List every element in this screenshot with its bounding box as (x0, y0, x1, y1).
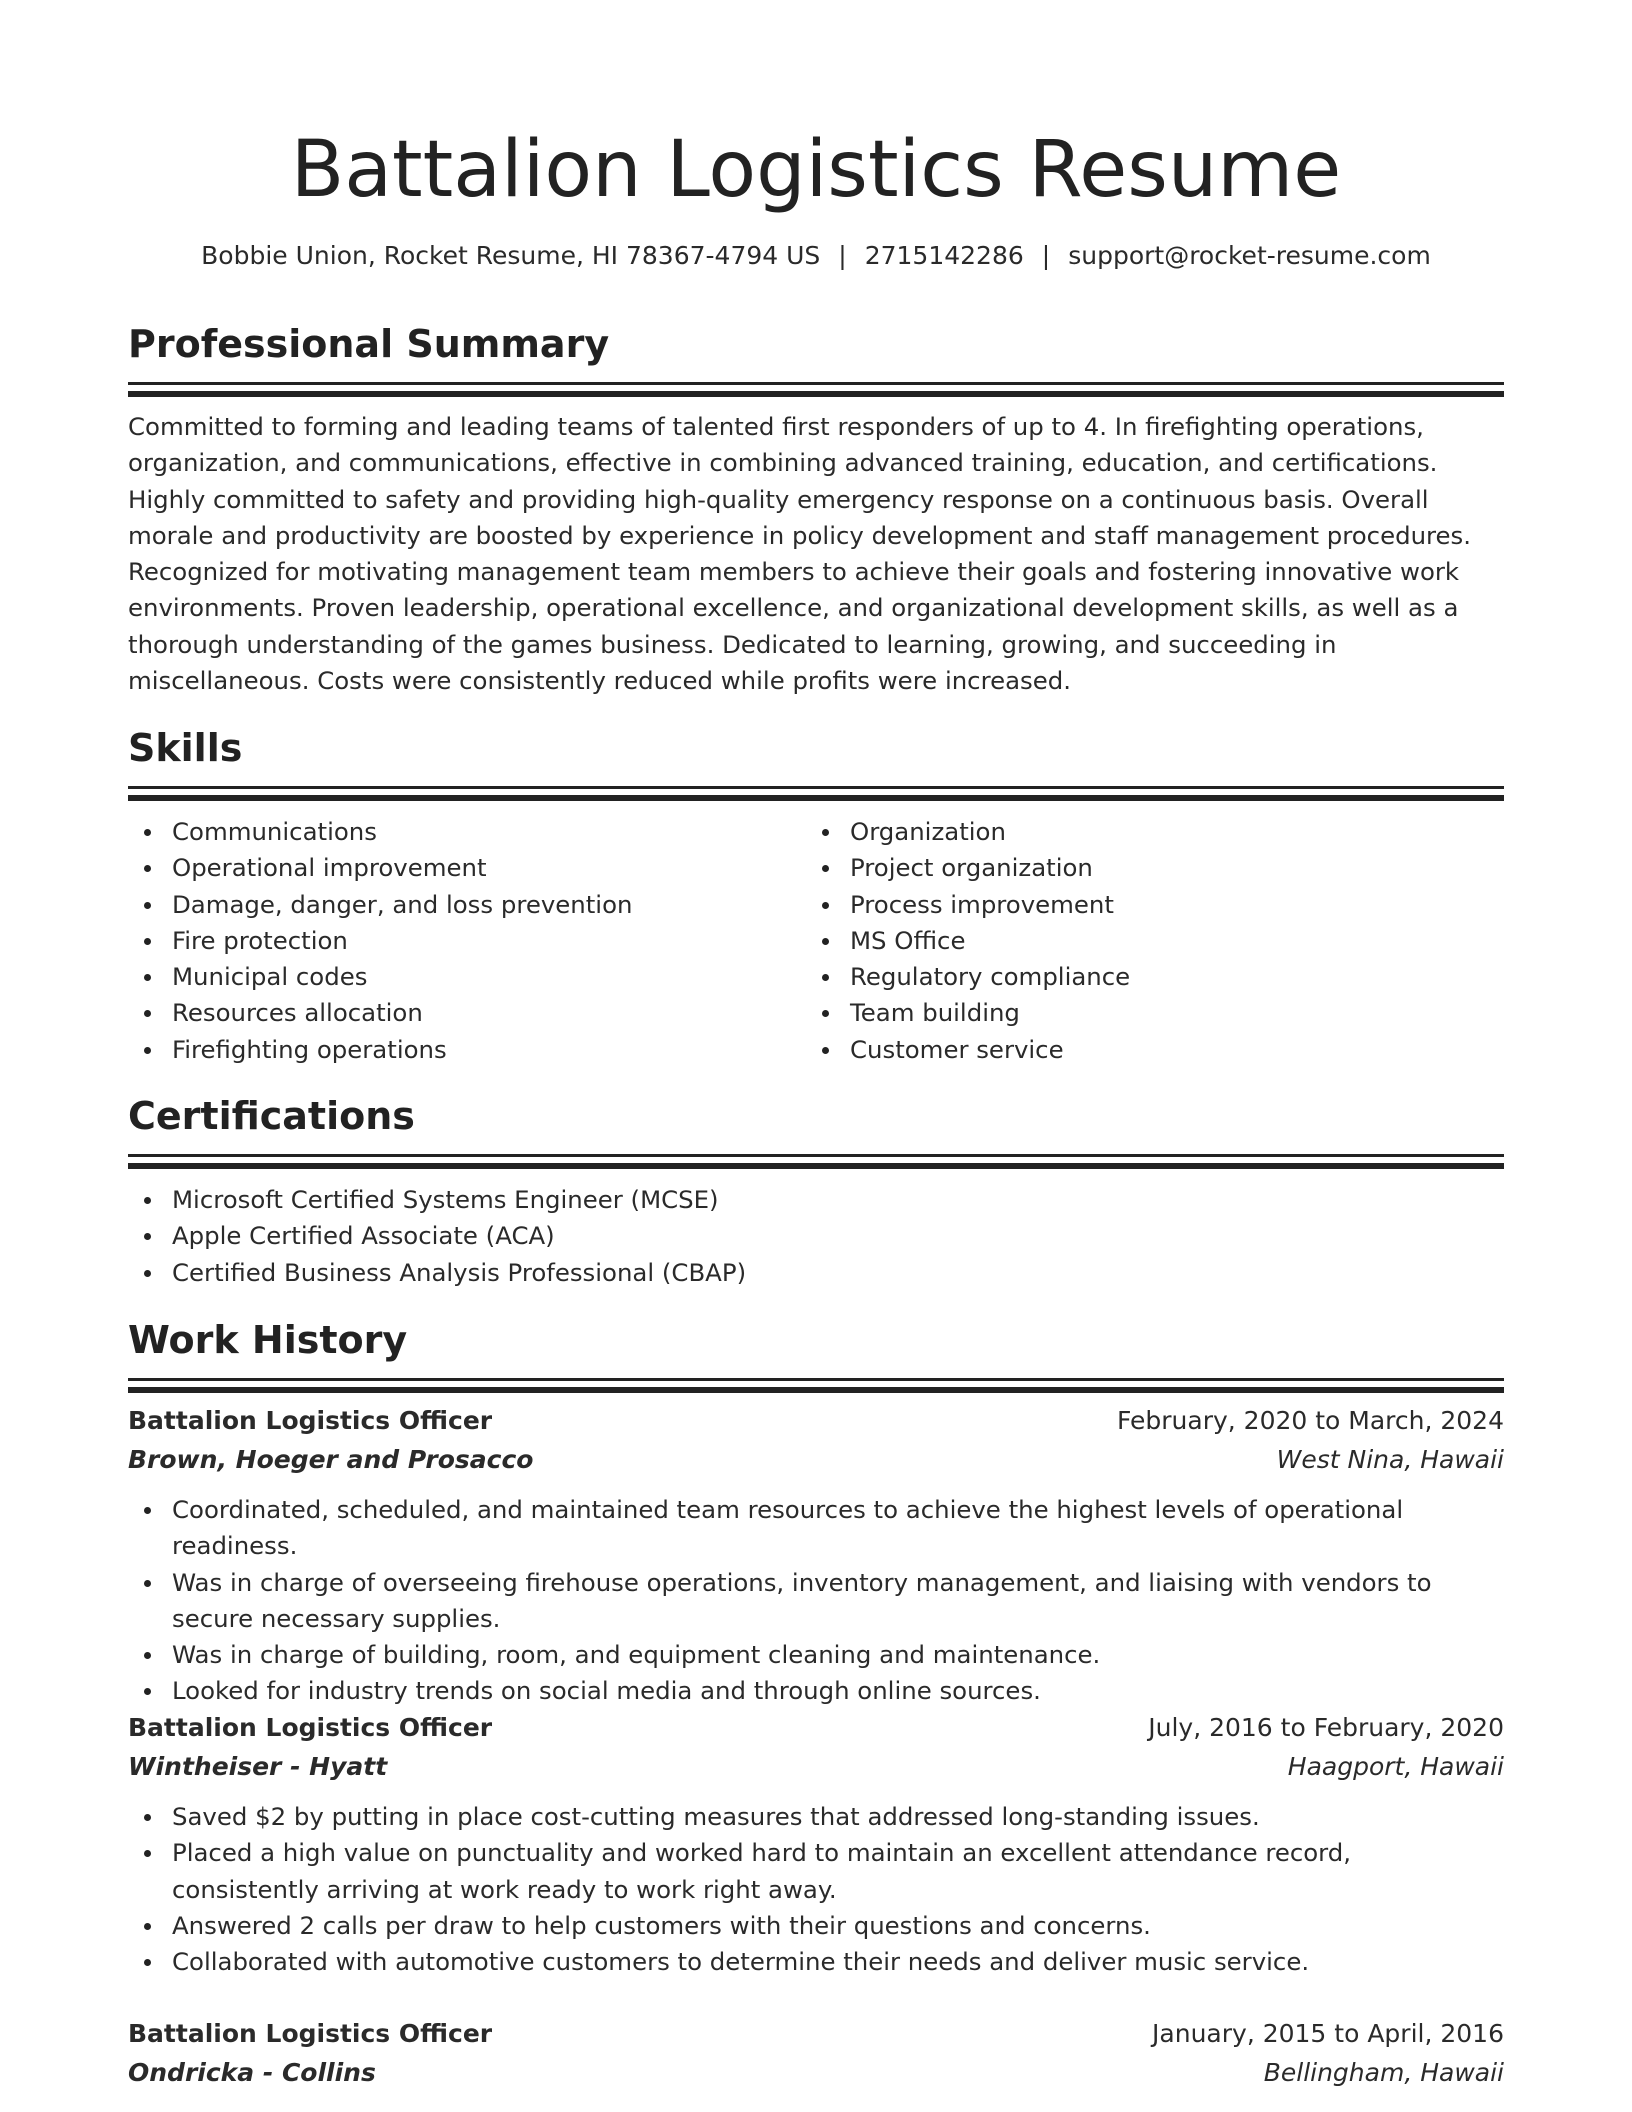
contact-line (128, 238, 1504, 274)
skill-item: Resources allocation (128, 995, 806, 1031)
skill-item: Damage, danger, and loss prevention (128, 887, 806, 923)
job-location: Bellingham, Hawaii (1263, 2058, 1504, 2087)
job-dates: January, 2015 to April, 2016 (1152, 2019, 1504, 2048)
skill-item: Project organization (806, 850, 1484, 886)
contact-separator: | (1041, 241, 1051, 270)
certification-item: Certified Business Analysis Professional (CBAP) (128, 1255, 1504, 1291)
work-history-section (128, 1314, 1504, 1393)
skill-item: Regulatory compliance (806, 959, 1484, 995)
job-subheader-row (128, 2053, 1504, 2093)
section-divider-thick (128, 391, 1504, 397)
skills-columns (128, 814, 1504, 1068)
section-divider (128, 382, 1504, 385)
job-company: Ondricka - Collins (128, 2058, 376, 2087)
section-divider (128, 786, 1504, 789)
section-heading: Professional Summary (128, 322, 610, 366)
section-heading: Work History (128, 1318, 408, 1362)
section-heading: Skills (128, 726, 243, 770)
skill-item: Organization (806, 814, 1484, 850)
job-subheader-row (128, 1747, 1504, 1787)
skill-item: Municipal codes (128, 959, 806, 995)
skill-item: Operational improvement (128, 850, 806, 886)
skills-section (128, 722, 1504, 1068)
job-entry (128, 2015, 1504, 2093)
job-bullet: Was in charge of overseeing firehouse operations, inventory management, and liaising with vendors to secure necessary supplies. (128, 1565, 1504, 1638)
job-bullets (128, 1799, 1504, 1980)
resume-title: Battalion Logistics Resume (290, 125, 1342, 215)
contact-separator: | (838, 241, 847, 270)
job-subheader-row (128, 1440, 1504, 1480)
job-bullet: Placed a high value on punctuality and worked hard to maintain an excellent attendance record, consistently arriving at work ready to work right away. (128, 1835, 1504, 1908)
job-bullet: Looked for industry trends on social media and through online sources. (128, 1673, 1504, 1709)
job-entry (128, 1709, 1504, 1980)
contact-phone: 2715142286 (864, 241, 1024, 270)
certification-item: Apple Certified Associate (ACA) (128, 1218, 1504, 1254)
job-bullet: Collaborated with automotive customers to determine their needs and deliver music service. (128, 1944, 1504, 1980)
job-bullets (128, 1492, 1504, 1710)
job-entry (128, 1402, 1504, 1710)
section-divider-thick (128, 795, 1504, 801)
certifications-list (128, 1182, 1504, 1291)
skill-item: Customer service (806, 1032, 1484, 1068)
skill-item: Fire protection (128, 923, 806, 959)
job-bullet: Was in charge of building, room, and equipment cleaning and maintenance. (128, 1637, 1504, 1673)
job-location: Haagport, Hawaii (1287, 1752, 1504, 1781)
job-dates: July, 2016 to February, 2020 (1148, 1713, 1504, 1742)
job-title: Battalion Logistics Officer (128, 1713, 493, 1742)
summary-text: Committed to forming and leading teams of talented first responders of up to 4. In firefighting operations, organization, and communications, effective in combining advanced training, education, and certifications. Highly committed to safety and providing high-quality emergency response on a continuous basis. Overall morale and productivity are boosted by experience in policy development and staff management procedures. Recognized for motivating management team members to achieve their goals and fostering innovative work environments. Proven leadership, operational excellence, and organizational development skills, as well as a thorough understanding of the games business. Dedicated to learning, growing, and succeeding in miscellaneous. Costs were consistently reduced while profits were increased. (128, 412, 1471, 696)
skills-list-right (806, 814, 1484, 1068)
section-heading: Certifications (128, 1094, 415, 1138)
certifications-section (128, 1090, 1504, 1291)
contact-email[interactable]: support@rocket-resume.com (1068, 241, 1431, 270)
skill-item: Communications (128, 814, 806, 850)
job-bullet: Saved $2 by putting in place cost-cutting measures that addressed long-standing issues. (128, 1799, 1504, 1835)
job-title: Battalion Logistics Officer (128, 2019, 493, 2048)
job-company: Wintheiser - Hyatt (128, 1752, 388, 1781)
job-company: Brown, Hoeger and Prosacco (128, 1445, 534, 1474)
job-header-row (128, 1402, 1504, 1440)
skill-item: Firefighting operations (128, 1032, 806, 1068)
section-divider (128, 1378, 1504, 1381)
skill-item: Process improvement (806, 887, 1484, 923)
skill-item: Team building (806, 995, 1484, 1031)
section-divider-thick (128, 1387, 1504, 1393)
job-bullet: Coordinated, scheduled, and maintained team resources to achieve the highest levels of operational readiness. (128, 1492, 1504, 1565)
job-header-row (128, 1709, 1504, 1747)
job-title: Battalion Logistics Officer (128, 1406, 493, 1435)
job-location: West Nina, Hawaii (1276, 1445, 1504, 1474)
skills-list-left (128, 814, 806, 1068)
job-bullet: Answered 2 calls per draw to help customers with their questions and concerns. (128, 1908, 1504, 1944)
skill-item: MS Office (806, 923, 1484, 959)
section-divider (128, 1154, 1504, 1157)
job-header-row (128, 2015, 1504, 2053)
summary-section (128, 318, 1504, 699)
job-dates: February, 2020 to March, 2024 (1116, 1406, 1504, 1435)
section-divider-thick (128, 1163, 1504, 1169)
contact-address: Bobbie Union, Rocket Resume, HI 78367-4794 US (201, 241, 821, 270)
certification-item: Microsoft Certified Systems Engineer (MCSE) (128, 1182, 1504, 1218)
